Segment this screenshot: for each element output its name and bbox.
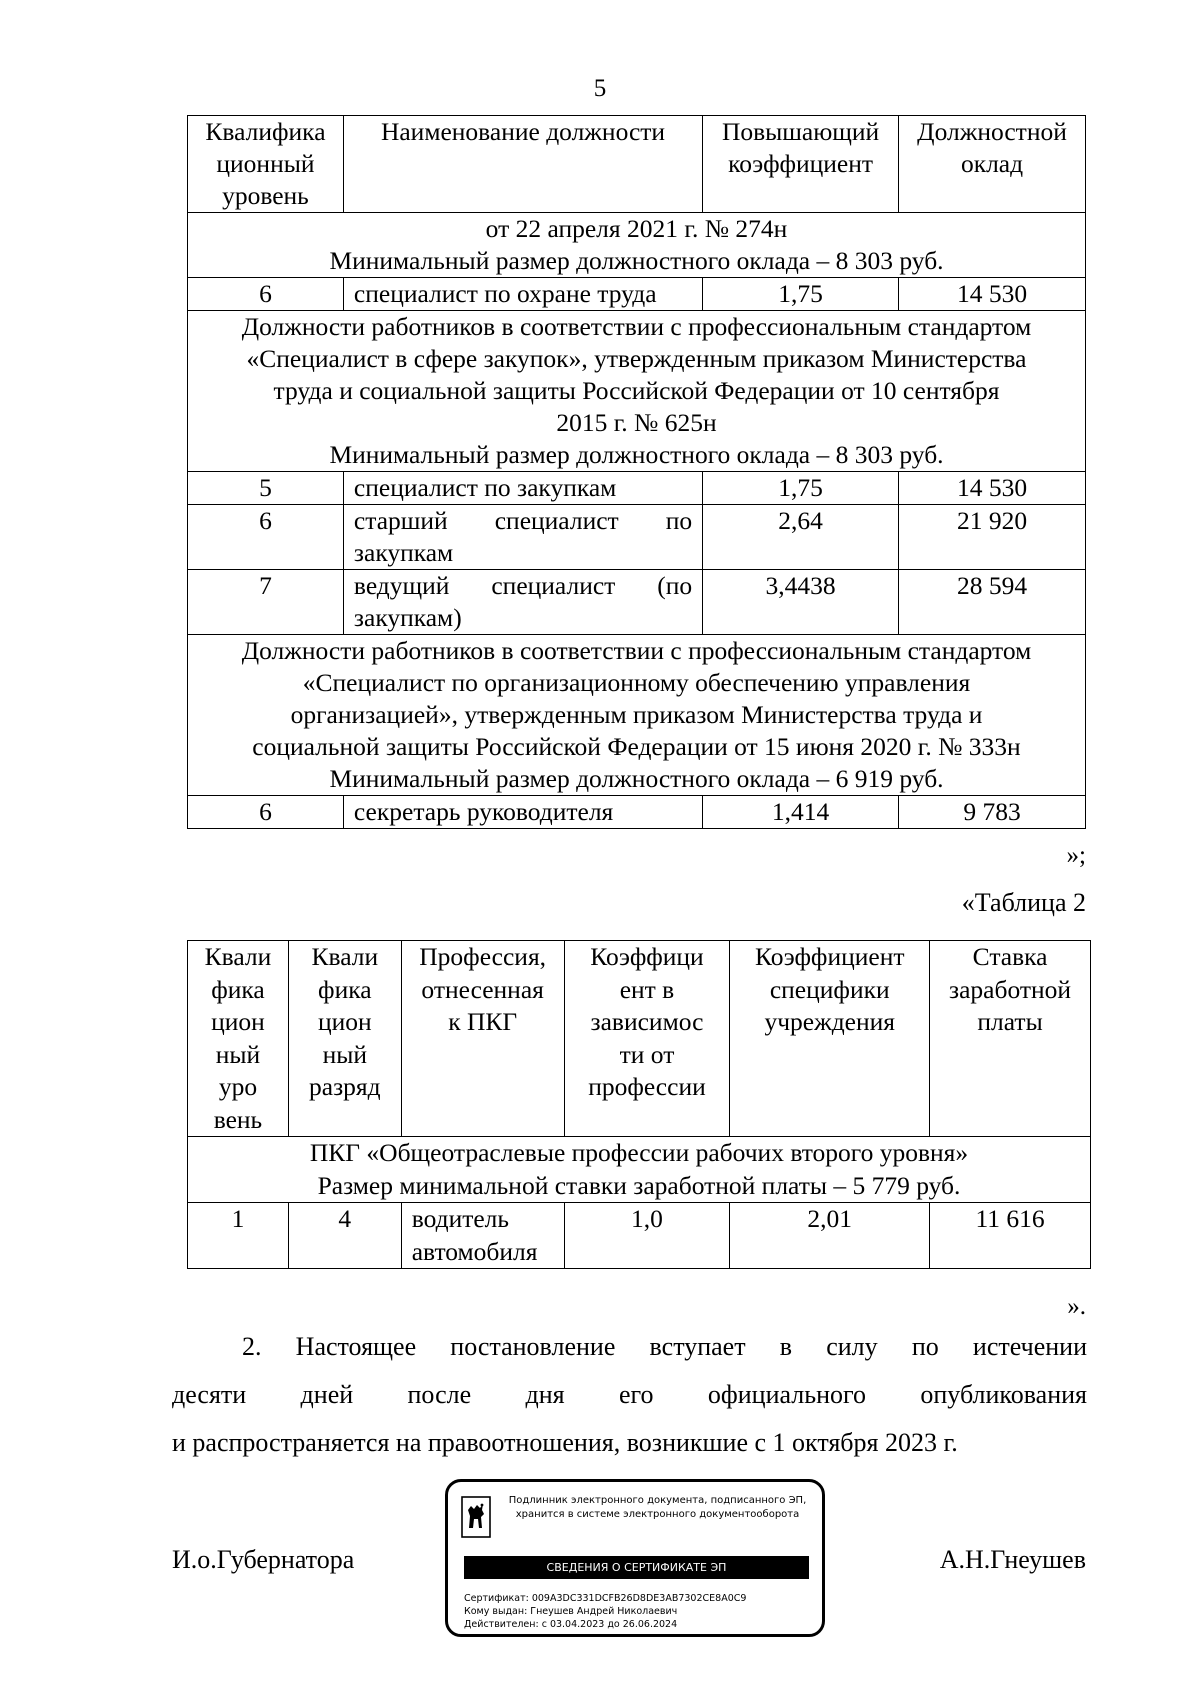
signatory-title: И.о.Губернатора [172,1545,355,1574]
header-profession: Профессия, отнесенная к ПКГ [401,941,564,1137]
section-row [188,311,1086,472]
table-header-row [188,116,1086,213]
coat-of-arms-icon [461,1496,491,1538]
header-qualification-level: Квали фика цион ный уро вень [188,941,289,1137]
section-workers-level2: ПКГ «Общеотраслевые профессии рабочих второго уровня» Размер минимальной ставки заработной платы – 5 779 руб. [188,1137,1091,1203]
section-labor-protection: от 22 апреля 2021 г. № 274н Минимальный размер должностного оклада – 8 303 руб. [188,213,1086,278]
section-row [188,213,1086,278]
header-qualification-grade: Квали фика цион ный разряд [288,941,401,1137]
cell-coefficient: 3,4438 [703,570,899,635]
cell-grade: 4 [288,1203,401,1269]
section-org-support: Должности работников в соответствии с профессиональным стандартом «Специалист по организационному обеспечению управления организацией», утвержденным приказом Министерства труда и социальной защиты Российской Федерации от 15 июня 2020 г. № 333н Минимальный размер должностного оклада – 6 919 руб. [188,635,1086,796]
cell-coefficient: 1,414 [703,796,899,829]
cell-salary: 14 530 [899,278,1086,311]
header-salary: Должностной оклад [899,116,1086,213]
cell-position: специалист по закупкам [343,472,702,505]
stamp-validity: Действителен: с 03.04.2023 до 26.06.2024 [464,1619,678,1630]
cell-profession-coefficient: 1,0 [564,1203,730,1269]
cell-salary: 21 920 [899,505,1086,570]
table-row [188,796,1086,829]
cell-coefficient: 1,75 [703,278,899,311]
cell-level: 6 [188,505,344,570]
stamp-certificate: Сертификат: 009A3DC331DCFB26D8DE3AB7302CE8A0C9 [464,1593,747,1604]
paragraph-line: десяти дней после дня его официального опубликования [172,1380,1087,1409]
header-coefficient: Повышающий коэффициент [703,116,899,213]
cell-institution-coefficient: 2,01 [730,1203,930,1269]
table2-closing-quote: ». [1067,1293,1086,1320]
cell-level: 6 [188,796,344,829]
cell-level: 1 [188,1203,289,1269]
table-row [188,278,1086,311]
cell-position: старший специалист по закупкам [343,505,702,570]
positions-salary-table [187,115,1086,829]
table-header-row [188,941,1091,1137]
cell-salary: 28 594 [899,570,1086,635]
cell-coefficient: 2,64 [703,505,899,570]
section-procurement: Должности работников в соответствии с профессиональным стандартом «Специалист в сфере закупок», утвержденным приказом Министерства труда и социальной защиты Российской Федерации от 10 сентября 2015 г. № 625н Минимальный размер должностного оклада – 8 303 руб. [188,311,1086,472]
header-wage-rate: Ставка заработной платы [930,941,1091,1137]
cell-position: специалист по охране труда [343,278,702,311]
table-row [188,472,1086,505]
table-row [188,1203,1091,1269]
cell-wage-rate: 11 616 [930,1203,1091,1269]
cell-level: 5 [188,472,344,505]
table2-caption: «Таблица 2 [961,888,1086,917]
header-profession-coefficient: Коэффици ент в зависимос ти от профессии [564,941,730,1137]
table-row [188,570,1086,635]
stamp-issued-to: Кому выдан: Гнеушев Андрей Николаевич [464,1606,678,1617]
signatory-name: А.Н.Гнеушев [939,1545,1086,1574]
section-row [188,635,1086,796]
page-number: 5 [593,75,607,102]
cell-salary: 14 530 [899,472,1086,505]
cell-position: секретарь руководителя [343,796,702,829]
effective-date-paragraph [172,1323,1087,1467]
cell-level: 6 [188,278,344,311]
worker-rate-table [187,940,1091,1269]
table1-closing-quote: »; [1066,842,1086,869]
header-qualification-level: Квалифика ционный уровень [188,116,344,213]
cell-salary: 9 783 [899,796,1086,829]
header-institution-coefficient: Коэффициент специфики учреждения [730,941,930,1137]
section-row [188,1137,1091,1203]
stamp-header: Подлинник электронного документа, подписанного ЭП, хранится в системе электронного документооборота [508,1495,807,1520]
header-position-name: Наименование должности [343,116,702,213]
cell-level: 7 [188,570,344,635]
paragraph-line: и распространяется на правоотношения, возникшие с 1 октября 2023 г. [172,1428,958,1457]
cell-coefficient: 1,75 [703,472,899,505]
electronic-signature-stamp [445,1479,825,1637]
table-row [188,505,1086,570]
stamp-certificate-bar: СВЕДЕНИЯ О СЕРТИФИКАТЕ ЭП [464,1556,809,1579]
cell-position: ведущий специалист (по закупкам) [343,570,702,635]
cell-profession: водитель автомобиля [401,1203,564,1269]
paragraph-line: 2. Настоящее постановление вступает в силу по истечении [242,1332,1087,1361]
